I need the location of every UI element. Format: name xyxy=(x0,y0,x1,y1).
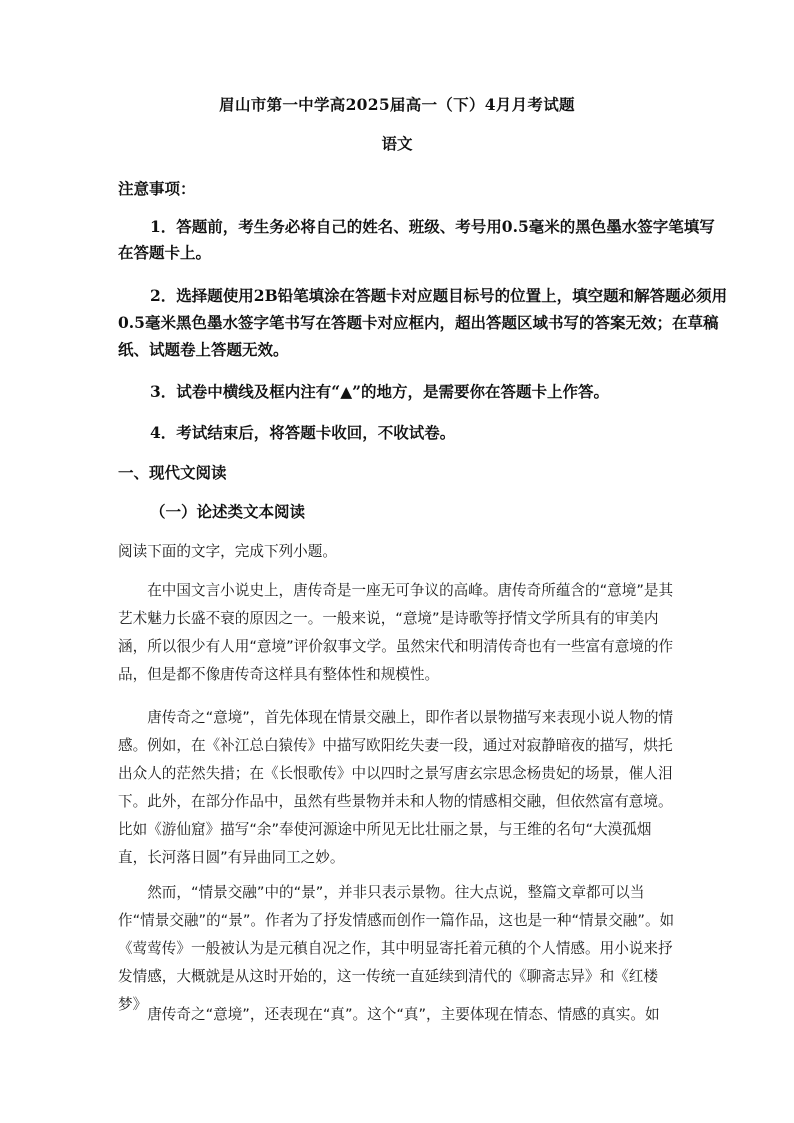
note-3: 3．试卷中横线及框内注有“▲”的地方，是需要你在答题卡上作答。 xyxy=(150,382,610,401)
passage-paragraph-3 xyxy=(118,879,678,1019)
paragraph-text: 然而，“情景交融”中的“景”，并非只表示景物。往大点说，整篇文章都可以当作“情景交融”的“景”。作者为了抒发情感而创作一篇作品，这也是一种“情景交融”。如《莺莺传》一般被认为是元稹自况之作，其中明显寄托着元稹的个人情感。用小说来抒发情感，大概就是从这时开始的，这一传统一直延续到清代的《聊斋志异》和《红楼梦》 xyxy=(118,884,675,1013)
exam-title: 眉山市第一中学高2025届高一（下）4月月考试题 xyxy=(219,95,575,114)
note-2-line-1: 2．选择题使用2B铅笔填涂在答题卡对应题目标号的位置上，填空题和解答题必须用 xyxy=(150,286,728,305)
paragraph-text: 唐传奇之“意境”，首先体现在情景交融上，即作者以景物描写来表现小说人物的情感。例如，在《补江总白猿传》中描写欧阳纥失妻一段，通过对寂静暗夜的描写，烘托出众人的茫然失措；在《长恨歌传》中以四时之景写唐玄宗思念杨贵妃的场景，催人泪下。此外，在部分作品中，虽然有些景物并未和人物的情感相交融，但依然富有意境。比如《游仙窟》描写“余”奉使河源途中所见无比壮丽之景，与王维的名句“大漠孤烟直，长河落日圆”有异曲同工之妙。 xyxy=(118,709,674,866)
note-1-line-1: 1．答题前，考生务必将自己的姓名、班级、考号用0.5毫米的黑色墨水签字笔填写 xyxy=(150,217,715,236)
passage-paragraph-1 xyxy=(118,577,678,689)
subject-title: 语文 xyxy=(381,134,413,153)
reading-instruction: 阅读下面的文字，完成下列小题。 xyxy=(118,543,337,560)
note-2-line-3: 纸、试题卷上答题无效。 xyxy=(118,340,289,359)
passage-paragraph-2 xyxy=(118,704,678,872)
notes-heading: 注意事项： xyxy=(118,179,196,198)
paragraph-text: 在中国文言小说史上，唐传奇是一座无可争议的高峰。唐传奇所蕴含的“意境”是其艺术魅力长盛不衰的原因之一。一般来说，“意境”是诗歌等抒情文学所具有的审美内涵，所以很少有人用“意境”评价叙事文学。虽然宋代和明清传奇也有一些富有意境的作品，但是都不像唐传奇这样具有整体性和规模性。 xyxy=(118,582,674,683)
paragraph-text: 唐传奇之“意境”，还表现在“真”。这个“真”，主要体现在情态、情感的真实。如 xyxy=(147,1006,660,1023)
note-4: 4．考试结束后，将答题卡收回，不收试卷。 xyxy=(150,423,456,442)
passage-paragraph-4 xyxy=(118,1001,678,1029)
section-heading: 一、现代文阅读 xyxy=(118,463,227,482)
note-1-line-2: 在答题卡上。 xyxy=(118,243,212,262)
note-2-line-2: 0.5毫米黑色墨水签字笔书写在答题卡对应框内，超出答题区域书写的答案无效；在草稿 xyxy=(118,313,719,332)
section-subheading: （一）论述类文本阅读 xyxy=(150,502,306,521)
